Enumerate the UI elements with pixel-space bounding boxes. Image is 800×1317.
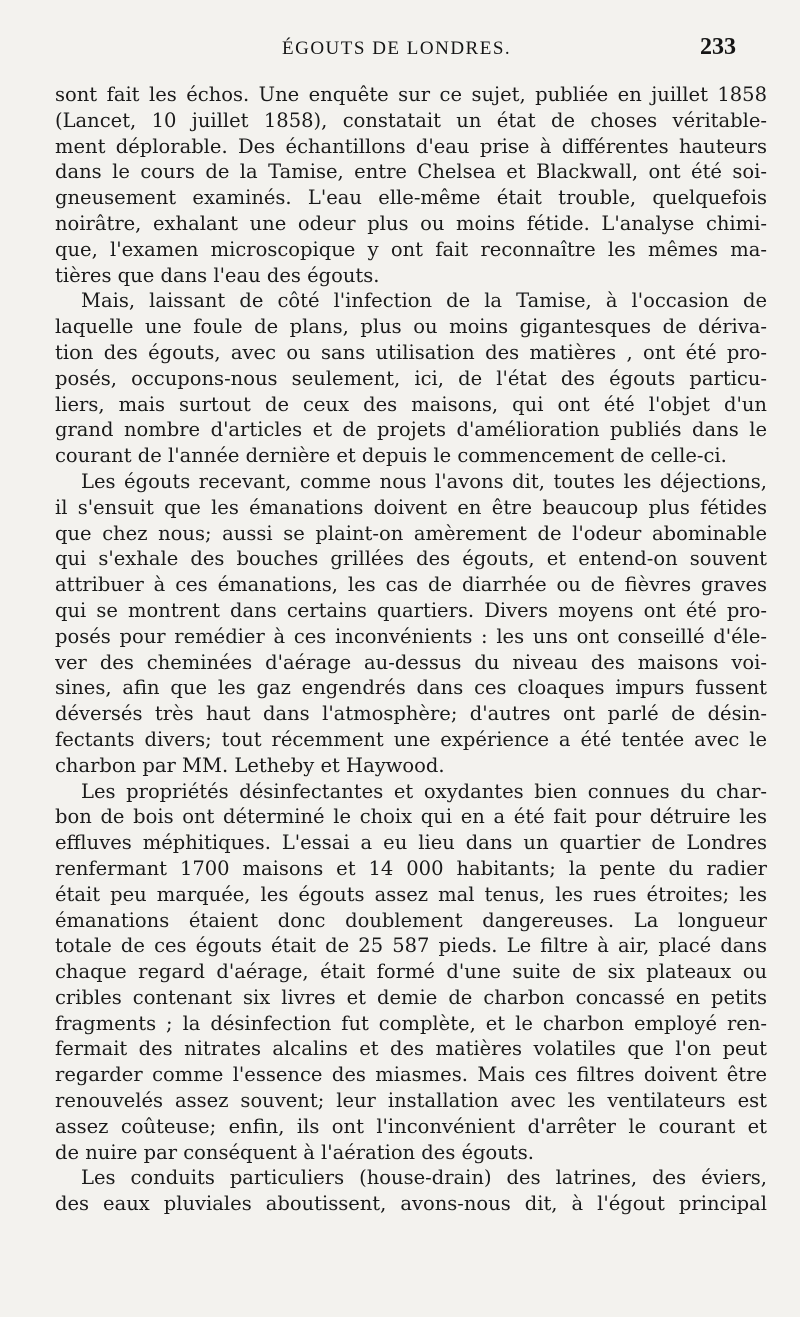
text-line: des eaux pluviales aboutissent, avons-nous dit, à l'égout principal: [55, 1192, 767, 1216]
text-line: cribles contenant six livres et demie de charbon concassé en petits: [55, 985, 767, 1009]
text-line: effluves méphitiques. L'essai a eu lieu dans un quartier de Londres: [55, 831, 767, 855]
text-line: fermait des nitrates alcalins et des matières volatiles que l'on peut: [55, 1037, 767, 1061]
running-title: ÉGOUTS DE LONDRES.: [282, 38, 512, 59]
text-line: fragments ; la désinfection fut complète, et le charbon employé ren-: [55, 1011, 767, 1035]
text-line: regarder comme l'essence des miasmes. Mais ces filtres doivent être: [55, 1063, 767, 1087]
text-line: totale de ces égouts était de 25 587 pieds. Le filtre à air, placé dans: [55, 934, 767, 958]
text-line: attribuer à ces émanations, les cas de diarrhée ou de fièvres graves: [55, 573, 767, 597]
running-header: [0, 30, 800, 70]
text-line: courant de l'année dernière et depuis le commencement de celle-ci.: [55, 444, 727, 468]
text-line: noirâtre, exhalant une odeur plus ou moins fétide. L'analyse chimi-: [55, 211, 767, 235]
text-line: liers, mais surtout de ceux des maisons, qui ont été l'objet d'un: [55, 392, 767, 416]
text-line: sines, afin que les gaz engendrés dans ces cloaques impurs fussent: [55, 676, 767, 700]
text-line: était peu marquée, les égouts assez mal tenus, les rues étroites; les: [55, 882, 767, 906]
page-number: 233: [700, 34, 736, 60]
text-line: charbon par MM. Letheby et Haywood.: [55, 753, 445, 777]
paragraph-first-line: Les propriétés désinfectantes et oxydantes bien connues du char-: [81, 779, 767, 803]
text-line: ver des cheminées d'aérage au-dessus du niveau des maisons voi-: [55, 650, 767, 674]
text-line: laquelle une foule de plans, plus ou moins gigantesques de dériva-: [55, 315, 767, 339]
text-line: que, l'examen microscopique y ont fait reconnaître les mêmes ma-: [55, 237, 767, 261]
text-line: tion des égouts, avec ou sans utilisation des matières , ont été pro-: [55, 340, 767, 364]
text-line: grand nombre d'articles et de projets d'amélioration publiés dans le: [55, 418, 767, 442]
text-line: de nuire par conséquent à l'aération des égouts.: [55, 1140, 534, 1164]
text-line: qui se montrent dans certains quartiers. Divers moyens ont été pro-: [55, 598, 767, 622]
text-line: ment déplorable. Des échantillons d'eau prise à différentes hauteurs: [55, 134, 767, 158]
text-line: dans le cours de la Tamise, entre Chelsea et Blackwall, ont été soi-: [55, 160, 767, 184]
text-line: posés, occupons-nous seulement, ici, de l'état des égouts particu-: [55, 366, 767, 390]
text-line: gneusement examinés. L'eau elle-même était trouble, quelquefois: [55, 186, 767, 210]
text-line: renouvelés assez souvent; leur installation avec les ventilateurs est: [55, 1089, 767, 1113]
text-line: qui s'exhale des bouches grillées des égouts, et entend-on souvent: [55, 547, 767, 571]
body-text: [55, 82, 767, 1217]
text-line: chaque regard d'aérage, était formé d'une suite de six plateaux ou: [55, 960, 767, 984]
text-line: posés pour remédier à ces inconvénients : les uns ont conseillé d'éle-: [55, 624, 767, 648]
text-line: fectants divers; tout récemment une expérience a été tentée avec le: [55, 727, 767, 751]
text-line: renfermant 1700 maisons et 14 000 habitants; la pente du radier: [55, 856, 767, 880]
text-line: il s'ensuit que les émanations doivent en être beaucoup plus fétides: [55, 495, 767, 519]
text-line: émanations étaient donc doublement dangereuses. La longueur: [55, 908, 767, 932]
text-line: (Lancet, 10 juillet 1858), constatait un état de choses véritable-: [55, 108, 767, 132]
text-line: bon de bois ont déterminé le choix qui en a été fait pour détruire les: [55, 805, 767, 829]
text-line: assez coûteuse; enfin, ils ont l'inconvénient d'arrêter le courant et: [55, 1114, 767, 1138]
text-line: déversés très haut dans l'atmosphère; d'autres ont parlé de désin-: [55, 702, 767, 726]
text-line: que chez nous; aussi se plaint-on amèrement de l'odeur abominable: [55, 521, 767, 545]
paragraph-first-line: Les égouts recevant, comme nous l'avons dit, toutes les déjections,: [81, 469, 767, 493]
paragraph-first-line: Mais, laissant de côté l'infection de la Tamise, à l'occasion de: [81, 289, 767, 313]
paragraph-first-line: Les conduits particuliers (house-drain) des latrines, des éviers,: [81, 1166, 767, 1190]
text-line: sont fait les échos. Une enquête sur ce sujet, publiée en juillet 1858: [55, 83, 767, 106]
text-line: tières que dans l'eau des égouts.: [55, 263, 380, 287]
